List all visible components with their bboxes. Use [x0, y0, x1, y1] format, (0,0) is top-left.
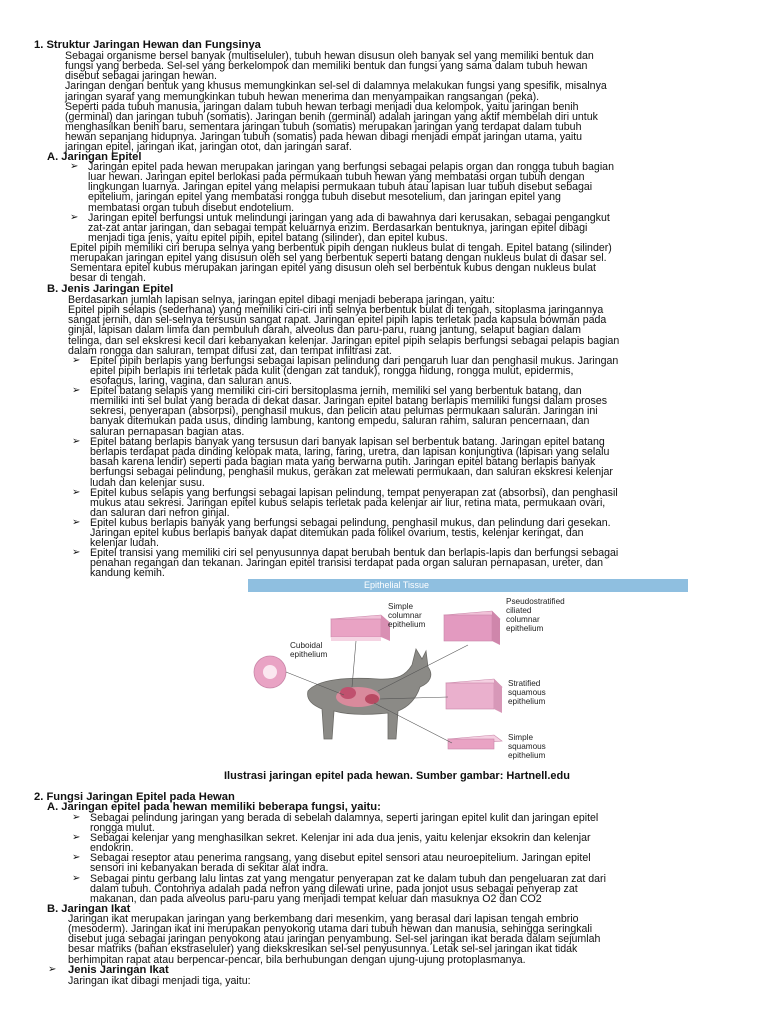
- text-line: penahan regangan dan tekanan. Jaringan epitel transisi terdapat pada organ saluran pernapasan, ureter, dan: [90, 557, 603, 570]
- text-line: Jaringan epitel berfungsi untuk melindungi jaringan yang ada di bawahnya dari kerusakan, sebagai pengangkut: [88, 212, 610, 224]
- bullet-arrow-icon: ➢: [72, 487, 81, 498]
- text-line: hewan sepanjang hidupnya. Jaringan tubuh (somatis) pada hewan dibagi menjadi empat jaringan utama, yaitu: [65, 131, 583, 144]
- text-line: Jaringan ikat merupakan jaringan yang berkembang dari mesenkim, yang berasal dari lapisan tengah embrio: [68, 913, 579, 925]
- text-line: basah karena lendir) seperti pada bagian mata yang berwarna putih. Jaringan epitel batang berlapis banyak: [90, 456, 596, 469]
- text-line: Epitel pipih memiliki ciri berupa selnya yang berbentuk pipih dengan nukleus bulat di tengah. Epitel batang (silinder): [70, 242, 612, 254]
- text-line: berhimpitan rapat atau berpencar-pencar, bila berhubungan dengan ujung-ujung protoplasmanya.: [68, 953, 526, 966]
- label-simple-squamous: Simple squamous epithelium: [508, 733, 546, 760]
- text-line: makanan, dan pada alveolus paru-paru yang menjadi tempat keluar dan masuknya O2 dan CO2: [90, 893, 542, 906]
- text-line: rongga mulut.: [90, 822, 155, 835]
- text-line: Sebagai pintu gerbang lalu lintas zat yang mengatur penyerapan zat ke dalam tubuh dan pengeluaran zat dari: [90, 873, 606, 885]
- stratified-squamous-block: [446, 679, 502, 713]
- text-line: sensori ini kebanyakan berada di sekitar alat indra.: [90, 862, 329, 875]
- text-line: disebut sebagai jaringan hewan.: [65, 70, 217, 83]
- label-cuboidal: Cuboidal epithelium: [290, 641, 328, 659]
- text-line: A. Jaringan epitel pada hewan memiliki beberapa fungsi, yaitu:: [47, 801, 381, 813]
- text-line: mukus atau sekresi. Jaringan epitel kubus selapis terletak pada kelenjar air liur, retina mata, permukaan ovari,: [90, 497, 606, 510]
- bullet-arrow-icon: ➢: [72, 436, 81, 447]
- text-line: dalam rongga dan saluran, tempat difusi zat, dan tempat infiltrasi zat.: [68, 344, 392, 357]
- text-line: ludah dan kelenjar susu.: [90, 476, 205, 489]
- text-line: membatasi organ tubuh disebut endotelium.: [88, 201, 295, 214]
- text-line: Epitel pipih berlapis yang berfungsi sebagai lapisan pelindung dari pengaruh luar dan penghasil mukus. Jaringan: [90, 355, 619, 367]
- text-line: telinga, dan sel ekskresi kecil dari kebanyakan kelenjar. Jaringan epitel pipih selapis berfungsi sebagai pelapis bagian: [68, 334, 620, 347]
- text-line: zat-zat antar jaringan, dan sebagai tempat keluarnya enzim. Berdasarkan bentuknya, jaringan epitel dibagi: [88, 222, 588, 235]
- text-line: (mesoderm). Jaringan ikat ini merupakan penyokong utama dari tubuh hewan dan manusia, sehingga seringkali: [68, 923, 593, 936]
- text-line: Sebagai reseptor atau penerima rangsang, yang disebut epitel sensori atau neuroepitelium. Jaringan epitel: [90, 852, 591, 864]
- text-line: endokrin.: [90, 842, 134, 855]
- figure-title: Epithelial Tissue: [364, 580, 430, 590]
- label-stratified-squamous: Stratified squamous epithelium: [508, 679, 546, 706]
- text-line: Seperti pada tubuh manusia, jaringan dalam tubuh hewan terbagi menjadi dua kelompok, yaitu jaringan benih: [65, 100, 579, 113]
- text-line: sangat jernih, dan sel-selnya tersusun sangat rapat. Jaringan epitel pipih lapis terletak pada kapsula bowman pada: [68, 314, 607, 327]
- text-line: B. Jaringan Ikat: [47, 903, 131, 915]
- text-line: berfungsi sebagai pelindung, penghasil mukus, gerakan zat melewati permukaan, dan saluran ekskresi kelenjar: [90, 466, 613, 479]
- text-line: besar di tengah.: [70, 272, 146, 285]
- bullet-arrow-icon: ➢: [72, 547, 81, 558]
- text-line: Epitel batang selapis yang memiliki ciri-ciri bersitoplasma jernih, memiliki sel yang berbentuk batang, dan: [90, 385, 582, 397]
- text-line: Sebagai pelindung jaringan yang berada di sebelah dalamnya, seperti jaringan epitel kulit dan jaringan epitel: [90, 812, 599, 824]
- bullet-arrow-icon: ➢: [70, 161, 79, 172]
- bullet-arrow-icon: ➢: [70, 212, 79, 223]
- text-line: kandung kemih.: [90, 567, 165, 580]
- figure-illustration: [248, 579, 688, 771]
- text-line: disebut juga sebagai jaringan penyokong atau jaringan penyambung. Sel-sel jaringan ikat berada dalam sejumlah: [68, 933, 601, 946]
- text-line: Jaringan epitel pada hewan merupakan jaringan yang berfungsi sebagai pelapis organ dan rongga tubuh bagian: [88, 161, 614, 173]
- text-line: Epitel kubus selapis yang berfungsi sebagai lapisan pelindung, tempat penyerapan zat (absorbsi), dan penghasil: [90, 487, 618, 499]
- text-line: Jaringan ikat dibagi menjadi tiga, yaitu:: [68, 975, 251, 987]
- bullet-arrow-icon: ➢: [72, 385, 81, 396]
- text-line: merupakan jaringan epitel yang disusun oleh sel yang berbentuk seperti batang dengan nukleus bulat di dasar sel.: [70, 252, 607, 265]
- text-line: berlapis terdapat pada dinding kelopak mata, laring, faring, uretra, dan lapisan konjungtiva (lapisan yang selalu: [90, 446, 610, 459]
- bullet-arrow-icon: ➢: [72, 873, 81, 884]
- bullet-arrow-icon: ➢: [72, 852, 81, 863]
- epithelial-tissue-figure: [248, 579, 688, 771]
- pseudostratified-block: [444, 611, 500, 645]
- text-line: memiliki inti sel bulat yang berada di dekat dasar. Jaringan epitel batang berlapis memiliki fungsi dalam proses: [90, 395, 608, 408]
- bullet-arrow-icon: ➢: [72, 812, 81, 823]
- bullet-arrow-icon: ➢: [72, 355, 81, 366]
- text-line: Epitel transisi yang memiliki ciri sel penyusunnya dapat berubah bentuk dan berlapis-lapis dan berfungsi sebagai: [90, 547, 619, 559]
- text-line: Epitel batang berlapis banyak yang tersusun dari banyak lapisan sel berbentuk batang. Jaringan epitel batang: [90, 436, 605, 448]
- bullet-arrow-icon: ➢: [72, 517, 81, 528]
- figure-caption: Ilustrasi jaringan epitel pada hewan. Sumber gambar: Hartnell.edu: [224, 770, 570, 782]
- text-line: Berdasarkan jumlah lapisan selnya, jaringan epitel dibagi menjadi beberapa jaringan, yaitu:: [68, 294, 495, 306]
- text-line: Epitel pipih selapis (sederhana) yang memiliki ciri-ciri inti selnya berbentuk bulat di tengah, sitoplasma jaringannya: [68, 304, 604, 317]
- text-line: B. Jenis Jaringan Epitel: [47, 283, 174, 295]
- cuboidal-ring: [254, 656, 286, 688]
- text-line: banyak ditemukan pada usus, dinding lambung, kantong empedu, saluran rahim, saluran pencernaan, dan: [90, 415, 590, 428]
- text-line: Sebagai organisme bersel banyak (multiseluler), tubuh hewan disusun oleh banyak sel yang memiliki bentuk dan: [65, 50, 594, 62]
- text-line: dan saluran dari nefron ginjal.: [90, 507, 230, 520]
- bullet-arrow-icon: ➢: [72, 832, 81, 843]
- simple-columnar-block: [331, 615, 390, 641]
- wolf-illustration: [308, 649, 431, 739]
- text-line: luar hewan. Jaringan epitel berlokasi pada permukaan tubuh hewan yang membatasi organ tubuh dengan: [88, 171, 585, 184]
- text-line: saluran pernapasan bagian atas.: [90, 425, 245, 438]
- text-line: jaringan epitel, jaringan ikat, jaringan otot, dan jaringan saraf.: [65, 141, 352, 154]
- text-line: (germinal) dan jaringan tubuh (somatis). Jaringan benih (germinal) adalah jaringan yang aktif membelah diri untuk: [65, 110, 598, 123]
- text-line: besar matriks (bahan ekstraseluler) yang diekskresikan sel-sel penyusunnya. Letak sel-sel jaringan ikat tidak: [68, 943, 578, 956]
- text-line: Jaringan epitel kubus berlapis banyak dapat ditemukan pada folikel ovarium, testis, kelenjar keringat, dan: [90, 527, 584, 540]
- label-simple-columnar: Simple columnar epithelium: [388, 602, 426, 629]
- text-line: jaringan syaraf yang memungkinkan tubuh hewan menerima dan menyampaikan rangsangan (peka).: [65, 90, 540, 103]
- text-line: ginjal, lapisan dalam limfa dan pembuluh darah, alveolus dan paru-paru, ruang jantung, selaput bagian dalam: [68, 324, 581, 337]
- text-line: Sementara epitel kubus merupakan jaringan epitel yang disusun oleh sel berbentuk kubus dengan nukleus bulat: [70, 262, 596, 275]
- text-line: 2. Fungsi Jaringan Epitel pada Hewan: [34, 791, 235, 803]
- text-line: kelenjar ludah.: [90, 537, 159, 550]
- text-line: A. Jaringan Epitel: [47, 151, 142, 163]
- text-line: dalam tubuh. Contohnya adalah pada nefron yang dilewati urine, pada jonjot usus sebagai penyerap zat: [90, 883, 578, 896]
- text-line: epitelium, jaringan epitel yang membatasi rongga tubuh disebut mesotelium, dan jaringan epitel yang: [88, 191, 561, 204]
- text-line: sekresi, penyerapan (absorpsi), penghasil mukus, dan pelicin atau pelumas permukaan saluran. Jaringan ini: [90, 405, 598, 418]
- text-line: fungsi yang berbeda. Sel-sel yang berkelompok dan memiliki bentuk dan fungsi yang sama dalam tubuh hewan: [65, 60, 588, 73]
- label-pseudostratified: Pseudostratified ciliated columnar epithelium: [506, 597, 565, 633]
- text-line: Sebagai kelenjar yang menghasilkan sekret. Kelenjar ini ada dua jenis, yaitu kelenjar eksokrin dan kelenjar: [90, 832, 591, 844]
- text-line: menjadi tiga jenis, yaitu epitel pipih, epitel batang (silinder), dan epitel kubus.: [88, 232, 448, 245]
- text-line: Epitel kubus berlapis banyak yang berfungsi sebagai pelindung, penghasil mukus, dan pelindung dari gesekan.: [90, 517, 611, 529]
- simple-squamous-block: [448, 735, 502, 749]
- text-line: lingkungan luarnya. Jaringan epitel yang melapisi permukaan tubuh atau lapisan luar tubuh disebut sebagai: [88, 181, 593, 194]
- text-line: Jaringan dengan bentuk yang khusus memungkinkan sel-sel di dalamnya melakukan fungsi yang spesifik, misalnya: [65, 80, 607, 93]
- bullet-arrow-icon: ➢: [48, 964, 57, 975]
- text-line: Jenis Jaringan Ikat: [68, 964, 169, 976]
- text-line: 1. Struktur Jaringan Hewan dan Fungsinya: [34, 39, 261, 51]
- text-line: epitel pipih berlapis ini terletak pada kulit (dengan zat tanduk), rongga hidung, rongga mulut, epidermis,: [90, 365, 574, 378]
- text-line: menghasilkan benih baru, sementara jaringan tubuh (somatis) merupakan jaringan yang terdapat dalam tubuh: [65, 121, 582, 134]
- text-line: esofagus, laring, vagina, dan saluran anus.: [90, 375, 293, 388]
